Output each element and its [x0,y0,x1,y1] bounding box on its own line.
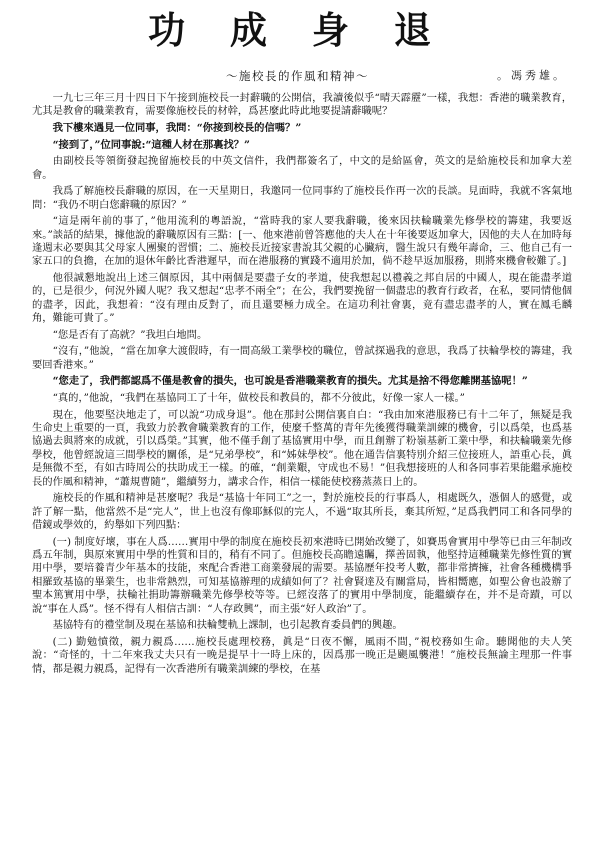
paragraph: (二) 勤勉憤徵，親力親爲……施校長處理校務，眞是“日夜不懈，風雨不間，”視校務如生命。聽聞他的夫人笑說：“奇怪的，十二年來我丈夫只有一晚是提早十一時上床的，因爲那一晚正是颶風襲港！”施校長無論主理那一件事情，都是親力親爲，記得有一次香港所有職業訓練的學校，在基 [32,635,572,675]
paragraph: 施校長的作風和精神是甚麼呢？我是“基協十年同工”之一，對於施校長的行事爲人，相處既久，憑個人的感覺，或許了解一點，他當然不是“完人”，世上也沒有像耶穌似的完人，不過“取其所長，棄其所短，”足爲我們同工和各同學的借鏡或學效的，約舉如下列四點： [32,492,572,532]
paragraph: 他很誠懇地說出上述三個原因，其中兩個是要盡子女的孝道，使我想起以禮義之邦自居的中國人，現在能盡孝道的，已是很少，何況外國人呢？我又想起“忠孝不兩全”；在公，我們要挽留一個盡忠的教育行政者，在私，要同情他個的盡孝，因此，我想着：“沒有理由反對了，而且還要極力成全。在這功利社會裏，竟有盡忠盡孝的人，實在鳳毛麟角，難能可貴了。” [32,272,572,325]
article-body [32,92,572,679]
article-title: 功 成 身 退 [148,8,447,52]
paragraph: “接到了，”位同事說:“這種人材在那裏找？” [52,138,250,151]
paragraph: “這是兩年前的事了，”他用流利的粵語說，“當時我的家人要我辭職，後來因扶輪職業先修學校的籌建，我要返來。”談話的結果，據他說的辭職原因有三點：[一、他來港前曾答應他的夫人在十年後要返加拿大，因他的夫人在加時每逢週末必要與其父母家人團聚的習慣；二、施校長近接家書說其父親的心臟病，醫生說只有幾年壽命，三、他自己有一家五口的負擔，在加的退休年齡比香港遲早，而在港服務的實踐不適用於加，倘不趁早返加服務，則將來機會較難了。] [32,215,572,268]
paragraph: 我爲了解施校長辭職的原因，在一天星期日，我邀同一位同事約了施校長作再一次的長談。見面時，我就不客氣地問：“我仍不明白您辭職的原因？” [32,185,572,211]
paragraph: “您是否有了高就？”我坦白地問。 [52,328,208,341]
paragraph: 基協特有的禮堂制及現在基協和扶輪雙軌上課制，也引起教育委員們的興趣。 [52,619,403,632]
article-subtitle: ～施校長的作風和精神～ [226,69,369,83]
paragraph: “真的，”他說，“我們在基協同工了十年，做校長和教員的，都不分彼此，好像一家人一樣。” [52,392,465,404]
author-name: 。馮秀雄。 [497,69,567,82]
paragraph: (一) 制度好壞，事在人爲……實用中學的制度在施校長初來港時已開始改變了，如賽馬會實用中學等已由三年制改爲五年制，與原來實用中學的性質和目的，稍有不同了。但施校長高瞻遠矚，擇善固執，他堅持這種職業先修性質的實用中學，要培養青少年基本的技能，來配合香港工商業發展的需要。基協歷年投考人數，都非常擠擁，社會各種機構爭相羅致基協的畢業生，也非常熱烈，可知基協辦理的成績如何了？社會賢達及有關當局，皆相嚮應，如聖公會也設辦了聖本篤實用中學，扶輪社捐助籌辦職業先修學校等等。已經沒落了的實用中學制度，能繼續存在，并不是奇蹟，可以說“事在人爲”。怪不得有人相信古訓：“人存政興”，而主張“好人政治”了。 [32,535,572,615]
paragraph: “您走了，我們都認爲不僅是教會的損失，也可說是香港職業教育的損失。尤其是捨不得您離開基協呢！” [52,375,528,388]
paragraph: 現在，他要堅決地走了，可以說“功成身退”。他在那封公開信裏自白：“我由加來港服務已有十二年了，無疑是我生命史上重要的一頁，我致力於教會職業教育的工作，使麼千整萬的青年先後獲得職業訓練的機會，引以爲榮，也爲基協過去與將來的成就，引以爲榮。”其實，他不僅手創了基協實用中學，而且創辦了粉嶺基新工業中學，和扶輪職業先修學校，他曾經說這三間學校的關係，是“兄弟學校”，和“姊妹學校”。他在通告信裏特別介紹三位接班人，語重心長，眞是無微不至，有如古時周公的扶助成王一樣。的確，“創業艱，守成也不易！”但我想接班的人和各同事若果能繼承施校長的作風和精神，“蕭規曹隨”，繼續努力，講求合作，相信一樣能使校務蒸蒸日上的。 [32,408,572,488]
paragraph: 由副校長等領銜發起挽留施校長的中英文信件，我們都簽名了，中文的是給區會，英文的是給施校長和加拿大差會。 [32,155,572,181]
paragraph: 我下樓來遇見一位同事，我問：“你接到校長的信嗎？” [52,122,302,134]
paragraph: 一九七三年三月十四日下午接到施校長一封辭職的公開信，我讀後似乎“晴天霹靂”一樣，我想：香港的職業教育，尤其是教會的職業教育，需要像施校長的材幹，爲甚麼此時此地要提請辭職呢？ [32,92,572,118]
paragraph: “沒有，”他說，“當在加拿大渡假時，有一間高級工業學校的職位，曾試探過我的意思，我爲了扶輪學校的籌建，我要回香港來。” [32,345,572,371]
